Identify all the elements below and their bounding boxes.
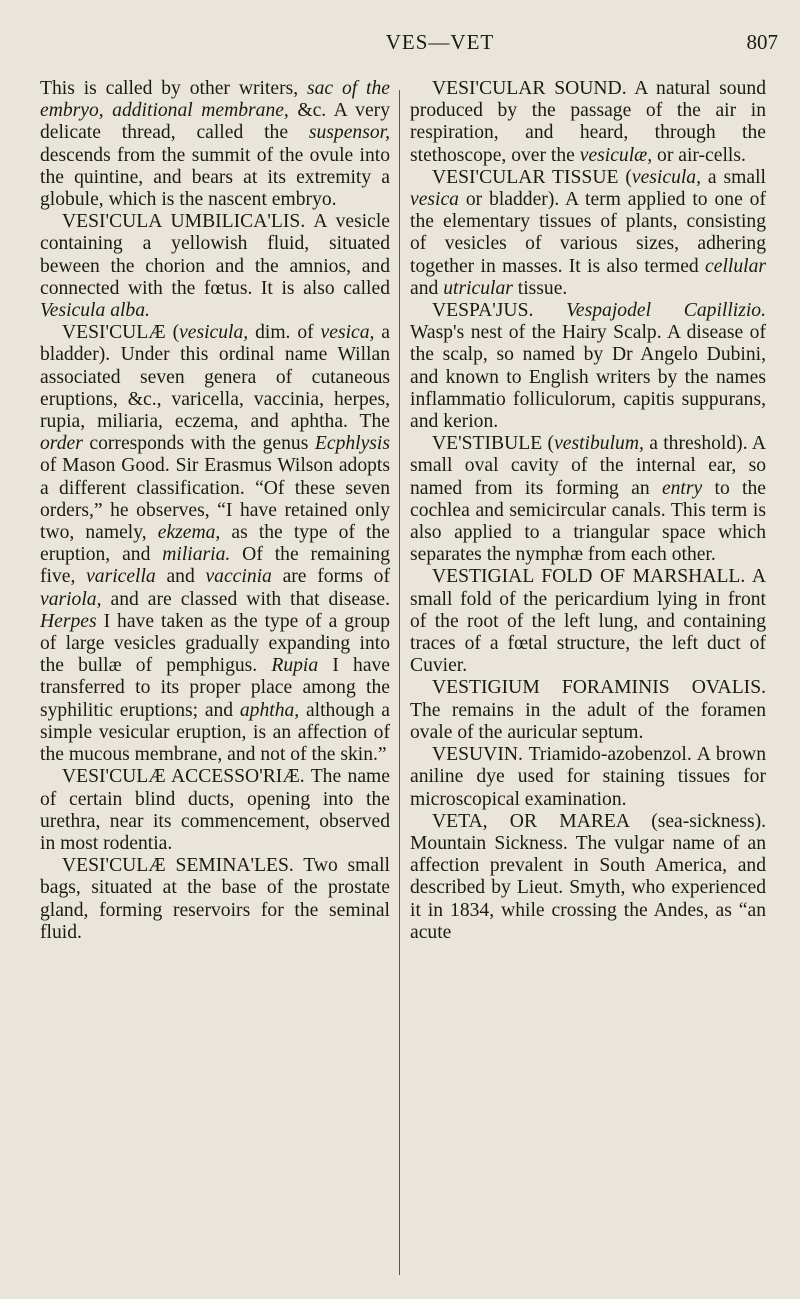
entry-text: The name of certain blind ducts, opening into the urethra, near its commencement, observed in most rodentia.: [40, 766, 390, 854]
entry-text: a threshold). A small oval cavity of the internal ear, so named from its forming an: [410, 433, 766, 499]
entry-text: Two small bags, situated at the base of the prostate gland, forming reservoirs for the seminal fluid.: [40, 855, 390, 943]
running-head: VES—VET: [385, 30, 495, 54]
entry-text: (: [165, 322, 180, 344]
entry-headword: VESI'CULÆ: [62, 322, 166, 344]
entry-headword: VESI'CULÆ ACCESSO'RIÆ.: [62, 766, 305, 788]
entry-italic-text: aphtha,: [239, 699, 300, 721]
entry-text: &c. A very delicate thread, called the: [40, 100, 390, 144]
entry-text: are forms of: [271, 566, 390, 588]
entry-text: a small: [701, 166, 766, 188]
entry-italic-text: ekzema,: [157, 522, 221, 544]
entry-headword: VESUVIN.: [432, 744, 523, 766]
entry-text: although a simple vesicular eruption, is an affection of the mucous membrane, and not of the skin.”: [40, 699, 390, 766]
entry-headword: VESTIGIUM FORAMINIS OVALIS.: [432, 677, 766, 699]
entry-italic-text: utricular: [443, 277, 513, 299]
entry-text: [533, 300, 566, 321]
entry-italic-text: Herpes: [40, 610, 97, 632]
entry-italic-text: vesica: [410, 189, 459, 211]
entry-italic-text: order: [40, 433, 83, 455]
dictionary-entry: [40, 211, 390, 322]
entry-headword: VESI'CULÆ SEMINA'LES.: [62, 855, 294, 877]
entry-italic-text: variola,: [40, 588, 102, 610]
entry-text: (: [618, 166, 632, 188]
entry-italic-text: Ecphlysis: [314, 433, 390, 455]
entry-italic-text: vaccinia: [205, 566, 272, 588]
entry-text: or air-cells.: [652, 144, 746, 166]
entry-italic-text: vesiculæ,: [579, 144, 653, 166]
entry-text: and are classed with that disease.: [101, 588, 390, 610]
entry-italic-text: vestibulum,: [554, 433, 644, 455]
entry-italic-text: Vespajodel Capillizio.: [566, 300, 766, 322]
entry-text: and: [410, 277, 444, 299]
entry-text: a bladder). Under this ordinal name Willan associated seven genera of cutaneous eruptions, &c., varicella, vaccinia, herpes, rupia, miliaria, eczema, and aphtha. The: [40, 322, 390, 433]
entry-text: A natural sound produced by the passage of the air in respiration, and heard, through the stethoscope, over the: [410, 78, 766, 166]
entry-text: (: [542, 433, 555, 455]
entry-text: I have transferred to its proper place among the syphilitic eruptions; and: [40, 655, 391, 721]
entry-italic-text: varicella: [86, 566, 156, 588]
dictionary-entry: [410, 677, 766, 744]
dictionary-entry: [410, 744, 766, 811]
entry-text: descends from the summit of the ovule into the quintine, and bears at its extremity a globule, which is the nascent embryo.: [40, 144, 390, 211]
page-number: 807: [746, 30, 778, 54]
right-column: [410, 78, 766, 944]
entry-italic-text: vesica,: [320, 322, 375, 344]
entry-headword: VESPA'JUS.: [432, 300, 534, 322]
entry-headword: VESI'CULAR SOUND.: [432, 78, 627, 99]
dictionary-entry: [40, 78, 390, 211]
entry-text: as the type of the eruption, and: [40, 522, 390, 566]
entry-text: A vesicle containing a yellowish fluid, situated beween the chorion and the amnios, and connected with the fœtus. It is also called: [40, 211, 390, 299]
dictionary-entry: [410, 78, 766, 167]
dictionary-entry: [40, 855, 390, 944]
left-column: [40, 78, 390, 944]
entry-italic-text: vesicula,: [631, 166, 702, 188]
entry-headword: VESI'CULAR TISSUE: [432, 166, 619, 188]
entry-text: A small fold of the pericardium lying in front of the root of the left lung, and containing traces of a fœtal structure, the left duct of Cuvier.: [410, 566, 766, 677]
entry-italic-text: vesicula,: [179, 322, 249, 344]
entry-text: Wasp's nest of the Hairy Scalp. A disease of the scalp, so named by Dr Angelo Dubini, and known to English writers by the names inflammatio folliculorum, capitis suppurans, and kerion.: [410, 322, 766, 433]
entry-headword: VESI'CULA UMBILICA'LIS.: [62, 211, 306, 233]
dictionary-entry: [410, 300, 766, 433]
entry-text: to the cochlea and semicircular canals. This term is also applied to a triangular space which separates the nymphæ from each other.: [410, 477, 766, 566]
entry-italic-text: Rupia: [271, 655, 319, 677]
entry-text: (sea-sickness). Mountain Sickness. The vulgar name of an affection prevalent in South America, and described by Lieut. Smyth, who experienced it in 1834, while crossing the Andes, as “an acute: [410, 810, 766, 943]
entry-italic-text: suspensor,: [308, 122, 390, 144]
entry-text: I have taken as the type of a group of large vesicles gradually expanding into the bullæ of pemphigus.: [40, 610, 390, 677]
entry-headword: VE'STIBULE: [432, 433, 543, 455]
entry-text: or bladder). A term applied to one of the elementary tissues of plants, consisting of vesicles of various sizes, adhering together in masses. It is also termed: [410, 189, 766, 277]
entry-italic-text: entry: [661, 477, 703, 499]
entry-text: Of the remaining five,: [40, 544, 390, 588]
entry-text: of Mason Good. Sir Erasmus Wilson adopts a different classification. “Of these seven orders,” he observes, “I have retained only two, namely,: [40, 455, 390, 544]
entry-text: Triamido-azobenzol. A brown aniline dye used for staining tissues for microscopical examination.: [410, 744, 766, 810]
entry-text: and: [155, 566, 206, 588]
entry-text: This is called by other writers,: [40, 78, 307, 99]
entry-headword: VESTIGIAL FOLD OF MARSHALL.: [432, 566, 746, 588]
entry-italic-text: miliaria.: [162, 544, 231, 566]
entry-italic-text: Vesicula alba.: [40, 300, 150, 322]
dictionary-entry: [410, 167, 766, 300]
entry-italic-text: cellular: [705, 255, 766, 277]
dictionary-entry: [40, 766, 390, 855]
entry-text: corresponds with the genus: [82, 433, 315, 455]
entry-text: The remains in the adult of the foramen ovale of the auricular septum.: [410, 699, 766, 743]
column-divider: [399, 90, 400, 1275]
entry-text: tissue.: [512, 277, 568, 299]
dictionary-entry: [410, 566, 766, 677]
entry-headword: VETA, OR MAREA: [432, 810, 629, 832]
dictionary-entry: [40, 322, 390, 766]
dictionary-entry: [410, 811, 766, 944]
entry-italic-text: sac of the embryo, additional membrane,: [40, 78, 390, 122]
entry-text: dim. of: [248, 322, 321, 344]
dictionary-entry: [410, 433, 766, 566]
